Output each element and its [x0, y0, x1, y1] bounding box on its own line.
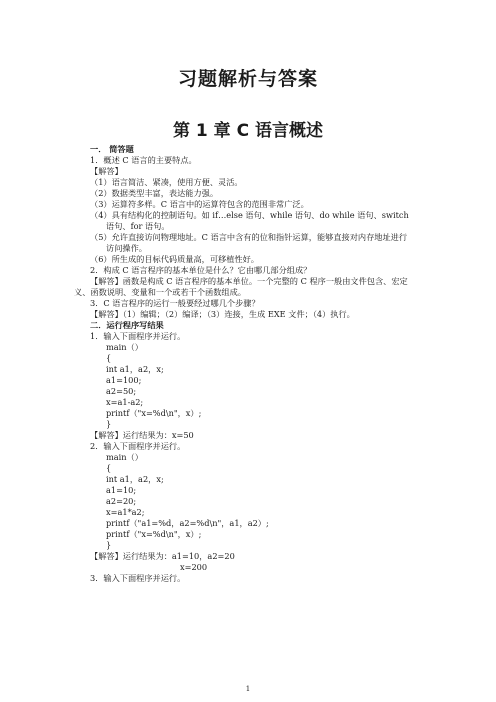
code-line: { — [106, 353, 112, 363]
section-heading-short-answer: 一． 简答题 — [90, 144, 134, 154]
answer-point-6: （6）所生成的目标代码质量高，可移植性好。 — [90, 254, 259, 264]
program-answer-1: 【解答】运行结果为：x=50 — [90, 430, 194, 440]
answer-point-4: （4）具有结构化的控制语句。如 if…else 语句、while 语句、do while 语句、switch — [90, 210, 409, 220]
code-line: printf（"a1=%d，a2=%d\n"，a1，a2）; — [106, 518, 269, 528]
answer-3: 【解答】（1）编辑；（2）编译；（3）连接，生成 EXE 文件；（4）执行。 — [90, 309, 355, 319]
answer-point-3: （3）运算符多样。C 语言中的运算符包含的范围非常广泛。 — [90, 199, 309, 209]
code-line: main（） — [106, 342, 143, 352]
code-line: } — [106, 419, 112, 429]
document-title: 习题解析与答案 — [177, 68, 318, 90]
answer-point-1: （1）语言简洁、紧凑，使用方便、灵活。 — [90, 177, 243, 187]
answer-point-5: （5）允许直接访问物理地址。C 语言中含有的位和指针运算，能够直接对内存地址进行 — [90, 232, 408, 242]
answer-2-cont: 义、函数说明、变量和一个或若干个函数组成。 — [74, 287, 246, 297]
page-number: 1 — [245, 685, 251, 693]
question-3: 3．C 语言程序的运行一般要经过哪几个步骤？ — [90, 298, 260, 308]
answer-label: 【解答】 — [90, 166, 123, 176]
code-line: x=a1*a2; — [106, 507, 145, 517]
code-line: } — [106, 540, 112, 550]
chapter-title: 第 1 章 C 语言概述 — [173, 121, 323, 141]
code-line: main（） — [106, 452, 143, 462]
question-2: 2．构成 C 语言程序的基本单位是什么？它由哪几部分组成？ — [90, 265, 312, 275]
answer-2: 【解答】函数是构成 C 语言程序的基本单位。一个完整的 C 程序一般由文件包含、宏定 — [90, 276, 408, 286]
question-1: 1．概述 C 语言的主要特点。 — [90, 155, 197, 165]
code-line: int a1，a2，x; — [106, 364, 164, 374]
program-answer-2: 【解答】运行结果为：a1=10，a2=20 — [90, 551, 235, 561]
code-line: x=a1-a2; — [106, 397, 144, 407]
code-line: { — [106, 463, 112, 473]
answer-point-2: （2）数据类型丰富，表达能力强。 — [90, 188, 219, 198]
section-heading-run-program: 二．运行程序写结果 — [90, 320, 164, 330]
code-line: a1=100; — [106, 375, 142, 385]
code-line: a2=20; — [106, 496, 137, 506]
code-line: a1=10; — [106, 485, 137, 495]
program-answer-2-cont: x=200 — [180, 562, 208, 572]
code-line: int a1，a2，x; — [106, 474, 164, 484]
program-question-2: 2．输入下面程序并运行。 — [90, 441, 186, 451]
program-question-3: 3．输入下面程序并运行。 — [90, 573, 186, 583]
code-line: printf（"x=%d\n"，x）; — [106, 408, 202, 418]
answer-point-5-cont: 访问操作。 — [106, 243, 147, 253]
program-question-1: 1．输入下面程序并运行。 — [90, 331, 186, 341]
code-line: a2=50; — [106, 386, 137, 396]
code-line: printf（"x=%d\n"，x）; — [106, 529, 202, 539]
answer-point-4-cont: 语句、for 语句。 — [106, 221, 170, 231]
